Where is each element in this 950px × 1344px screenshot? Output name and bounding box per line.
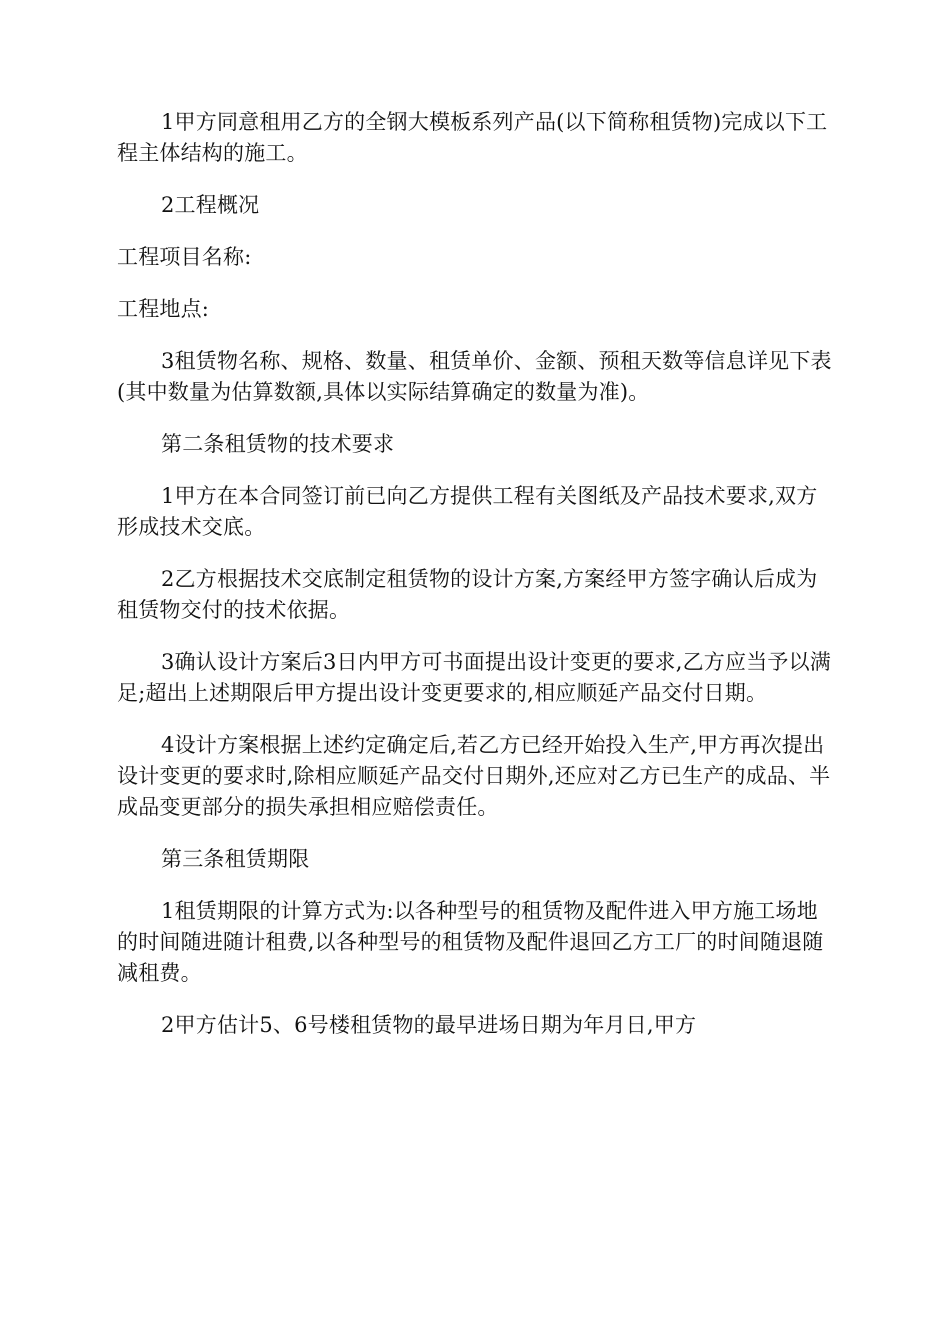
field-project-location: 工程地点: bbox=[117, 297, 210, 321]
section-3-item-1: 1租赁期限的计算方式为:以各种型号的租赁物及配件进入甲方施工场地的时间随进随计租费,以各种型号的租赁物及配件退回乙方工厂的时间随退随减租费。 bbox=[117, 899, 824, 985]
document-body bbox=[117, 107, 833, 1062]
field-project-name: 工程项目名称: bbox=[117, 245, 252, 269]
section-2-heading: 第二条租赁物的技术要求 bbox=[161, 432, 395, 456]
section-2-item-4: 4设计方案根据上述约定确定后,若乙方已经开始投入生产,甲方再次提出设计变更的要求时,除相应顺延产品交付日期外,还应对乙方已生产的成品、半成品变更部分的损失承担相应赔偿责任。 bbox=[117, 733, 831, 819]
paragraph-2-project-overview: 2工程概况 bbox=[161, 193, 260, 217]
section-2-item-2: 2乙方根据技术交底制定租赁物的设计方案,方案经甲方签字确认后成为租赁物交付的技术依据。 bbox=[117, 567, 818, 622]
paragraph-3-leased-items: 3租赁物名称、规格、数量、租赁单价、金额、预租天数等信息详见下表(其中数量为估算数额,具体以实际结算确定的数量为准)。 bbox=[117, 349, 832, 404]
section-2-item-1: 1甲方在本合同签订前已向乙方提供工程有关图纸及产品技术要求,双方形成技术交底。 bbox=[117, 484, 818, 539]
section-3-heading: 第三条租赁期限 bbox=[161, 847, 310, 871]
section-2-item-3: 3确认设计方案后3日内甲方可书面提出设计变更的要求,乙方应当予以满足;超出上述期限后甲方提出设计变更要求的,相应顺延产品交付日期。 bbox=[117, 650, 831, 705]
section-3-item-2: 2甲方估计5、6号楼租赁物的最早进场日期为年月日,甲方 bbox=[161, 1013, 697, 1037]
paragraph-1: 1甲方同意租用乙方的全钢大模板系列产品(以下简称租赁物)完成以下工程主体结构的施工。 bbox=[117, 110, 828, 165]
